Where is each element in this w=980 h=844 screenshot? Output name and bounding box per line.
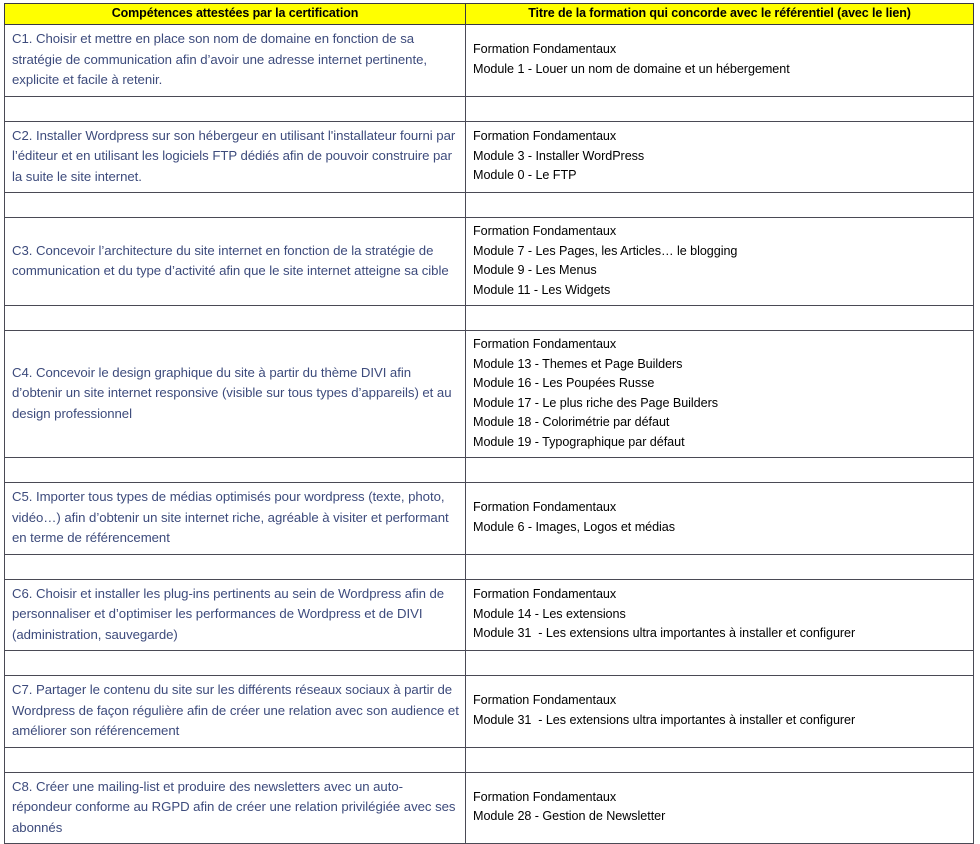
- course-module-line: Module 31 - Les extensions ultra importantes à installer et configurer: [473, 626, 856, 640]
- spacer-cell-courses: [466, 306, 974, 331]
- course-title: Formation Fondamentaux: [473, 337, 617, 351]
- course-module-line: Module 16 - Les Poupées Russe: [473, 376, 655, 390]
- spacer-cell-courses: [466, 193, 974, 218]
- skill-text: C1. Choisir et mettre en place son nom de domaine en fonction de sa stratégie de communication afin d’avoir une adresse internet pertinente, explicite et facile à retenir.: [12, 31, 427, 87]
- course-title: Formation Fondamentaux: [473, 500, 617, 515]
- column-header-skills: Compétences attestées par la certification: [5, 4, 466, 25]
- table-row: [5, 331, 974, 458]
- spacer-cell-skills: [5, 554, 466, 579]
- table-row: [5, 772, 974, 844]
- table-row: [5, 676, 974, 748]
- course-cell-c7: [466, 676, 974, 748]
- column-header-courses: Titre de la formation qui concorde avec le référentiel (avec le lien): [466, 4, 974, 25]
- table-spacer-row: [5, 554, 974, 579]
- table-row: [5, 579, 974, 651]
- skill-text: C3. Concevoir l’architecture du site internet en fonction de la stratégie de communication et du type d’activité afin que le site internet atteigne sa cible: [12, 242, 449, 278]
- spacer-cell-skills: [5, 193, 466, 218]
- course-title: Formation Fondamentaux: [473, 789, 617, 804]
- course-title: Formation Fondamentaux: [473, 224, 617, 238]
- course-title: Formation Fondamentaux: [473, 693, 617, 708]
- spacer-cell-skills: [5, 651, 466, 676]
- course-module-line: Module 1 - Louer un nom de domaine et un hébergement: [473, 61, 790, 76]
- spacer-cell-courses: [466, 651, 974, 676]
- course-module-line: Module 11 - Les Widgets: [473, 282, 611, 297]
- course-title: Formation Fondamentaux: [473, 42, 617, 57]
- spacer-cell-skills: [5, 306, 466, 331]
- course-title: Formation Fondamentaux: [473, 587, 617, 601]
- spacer-cell-skills: [5, 96, 466, 121]
- table-header-row: [5, 4, 974, 25]
- course-cell-c3: [466, 218, 974, 306]
- course-cell-c1: [466, 25, 974, 97]
- spacer-cell-courses: [466, 96, 974, 121]
- skill-cell-c8: [5, 772, 466, 844]
- table-spacer-row: [5, 458, 974, 483]
- table-spacer-row: [5, 193, 974, 218]
- course-module-line: Module 17 - Le plus riche des Page Builders: [473, 395, 718, 410]
- table-spacer-row: [5, 96, 974, 121]
- course-module-line: Module 31 - Les extensions ultra importantes à installer et configurer: [473, 712, 856, 727]
- table-head: [5, 4, 974, 25]
- skill-text: C6. Choisir et installer les plug-ins pertinents au sein de Wordpress afin de personnaliser et d’optimiser les performances de Wordpress et de DIVI (administration, sauvegarde): [12, 585, 445, 642]
- skill-text: C4. Concevoir le design graphique du site à partir du thème DIVI afin d’obtenir un site internet responsive (visible sur tous types d’appareils) et au design professionnel: [12, 364, 452, 421]
- course-module-line: Module 28 - Gestion de Newsletter: [473, 809, 666, 824]
- table-row: [5, 121, 974, 193]
- table-row: [5, 25, 974, 97]
- skill-cell-c4: [5, 331, 466, 458]
- skill-cell-c6: [5, 579, 466, 651]
- skill-cell-c5: [5, 483, 466, 555]
- spacer-cell-courses: [466, 458, 974, 483]
- course-module-line: Module 13 - Themes et Page Builders: [473, 356, 683, 371]
- course-cell-c2: [466, 121, 974, 193]
- course-cell-c6: [466, 579, 974, 651]
- course-module-line: Module 6 - Images, Logos et médias: [473, 519, 676, 534]
- table-spacer-row: [5, 306, 974, 331]
- table-spacer-row: [5, 651, 974, 676]
- course-title: Formation Fondamentaux: [473, 129, 617, 143]
- skill-text: C7. Partager le contenu du site sur les différents réseaux sociaux à partir de Wordpress de façon régulière afin de créer une relation avec son audience et améliorer son référencement: [12, 682, 459, 738]
- course-cell-c5: [466, 483, 974, 555]
- table-row: [5, 483, 974, 555]
- course-cell-c8: [466, 772, 974, 844]
- spacer-cell-courses: [466, 554, 974, 579]
- spacer-cell-skills: [5, 747, 466, 772]
- competency-course-matrix: [4, 3, 974, 844]
- table-body: [5, 25, 974, 844]
- skill-cell-c1: [5, 25, 466, 97]
- skill-text: C5. Importer tous types de médias optimisés pour wordpress (texte, photo, vidéo…) afin d’obtenir un site internet riche, agréable à visiter et performant en terme de référencement: [12, 489, 449, 545]
- course-module-line: Module 9 - Les Menus: [473, 263, 597, 277]
- course-module-line: Module 14 - Les extensions: [473, 606, 626, 621]
- skill-text: C2. Installer Wordpress sur son hébergeur en utilisant l'installateur fourni par l’éditeur et en utilisant les logiciels FTP dédiés afin de pouvoir construire par la suite le site internet.: [12, 127, 456, 184]
- skill-cell-c3: [5, 218, 466, 306]
- course-module-line: Module 19 - Typographique par défaut: [473, 434, 685, 449]
- table-row: [5, 218, 974, 306]
- course-module-line: Module 3 - Installer WordPress: [473, 148, 645, 163]
- skill-cell-c2: [5, 121, 466, 193]
- course-module-line: Module 0 - Le FTP: [473, 168, 577, 182]
- skill-cell-c7: [5, 676, 466, 748]
- course-module-line: Module 7 - Les Pages, les Articles… le blogging: [473, 243, 738, 258]
- spacer-cell-courses: [466, 747, 974, 772]
- course-module-line: Module 18 - Colorimétrie par défaut: [473, 415, 670, 429]
- course-cell-c4: [466, 331, 974, 458]
- spacer-cell-skills: [5, 458, 466, 483]
- skill-text: C8. Créer une mailing-list et produire des newsletters avec un auto-répondeur conforme au RGPD afin de créer une relation privilégiée avec ses abonnés: [12, 778, 456, 835]
- table-spacer-row: [5, 747, 974, 772]
